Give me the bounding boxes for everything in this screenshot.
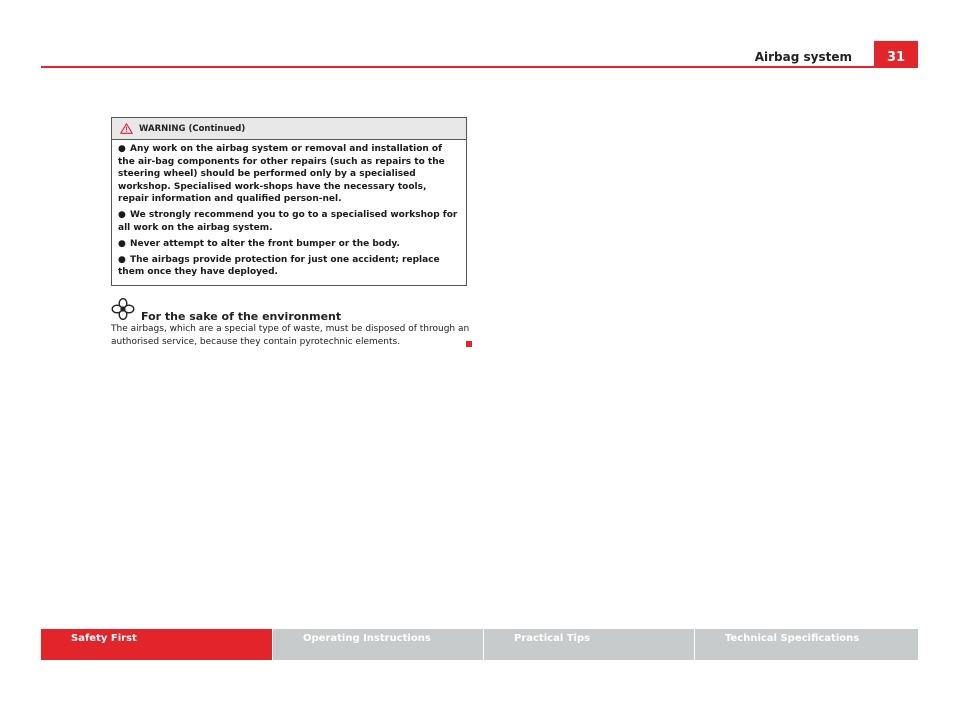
- warning-item-text: We strongly recommend you to go to a specialised workshop for all work on the airbag system.: [118, 210, 458, 233]
- warning-item: [118, 238, 460, 251]
- warning-item: [118, 254, 460, 279]
- header-rule: [41, 66, 918, 68]
- bullet: ●: [118, 144, 126, 154]
- bullet: ●: [118, 210, 126, 220]
- warning-box: [111, 117, 467, 286]
- footer-tab-technical-specifications[interactable]: Technical Specifications: [695, 629, 918, 660]
- environment-heading: [111, 298, 341, 324]
- warning-body: [112, 140, 466, 279]
- warning-header: [112, 118, 466, 140]
- warning-title: WARNING (Continued): [139, 123, 246, 134]
- warning-item-text: Any work on the airbag system or removal and installation of the air-bag components for other repairs (such as repairs to the steering wheel) should be performed only by a specialised workshop. Specialised work-shops have the necessary tools, repair information and qualified person-nel.: [118, 144, 445, 204]
- bullet: ●: [118, 238, 126, 249]
- bullet: ●: [118, 254, 126, 265]
- section-title: Airbag system: [754, 50, 852, 64]
- flower-icon: [111, 298, 135, 324]
- warning-item: [118, 143, 460, 206]
- environment-text: The airbags, which are a special type of waste, must be disposed of through an authorised service, because they contain pyrotechnic elements.: [111, 324, 470, 347]
- warning-item-text: Never attempt to alter the front bumper or the body.: [130, 238, 400, 249]
- footer-tab-safety-first[interactable]: Safety First: [41, 629, 272, 660]
- footer-tab-practical-tips[interactable]: Practical Tips: [484, 629, 694, 660]
- warning-triangle-icon: [120, 119, 133, 138]
- warning-item-text: The airbags provide protection for just one accident; replace them once they have deployed.: [118, 254, 440, 277]
- end-of-section-marker: [466, 341, 472, 347]
- warning-item: [118, 209, 460, 234]
- footer-tab-operating-instructions[interactable]: Operating Instructions: [273, 629, 483, 660]
- environment-title: For the sake of the environment: [141, 310, 342, 323]
- page-number: 31: [874, 41, 918, 68]
